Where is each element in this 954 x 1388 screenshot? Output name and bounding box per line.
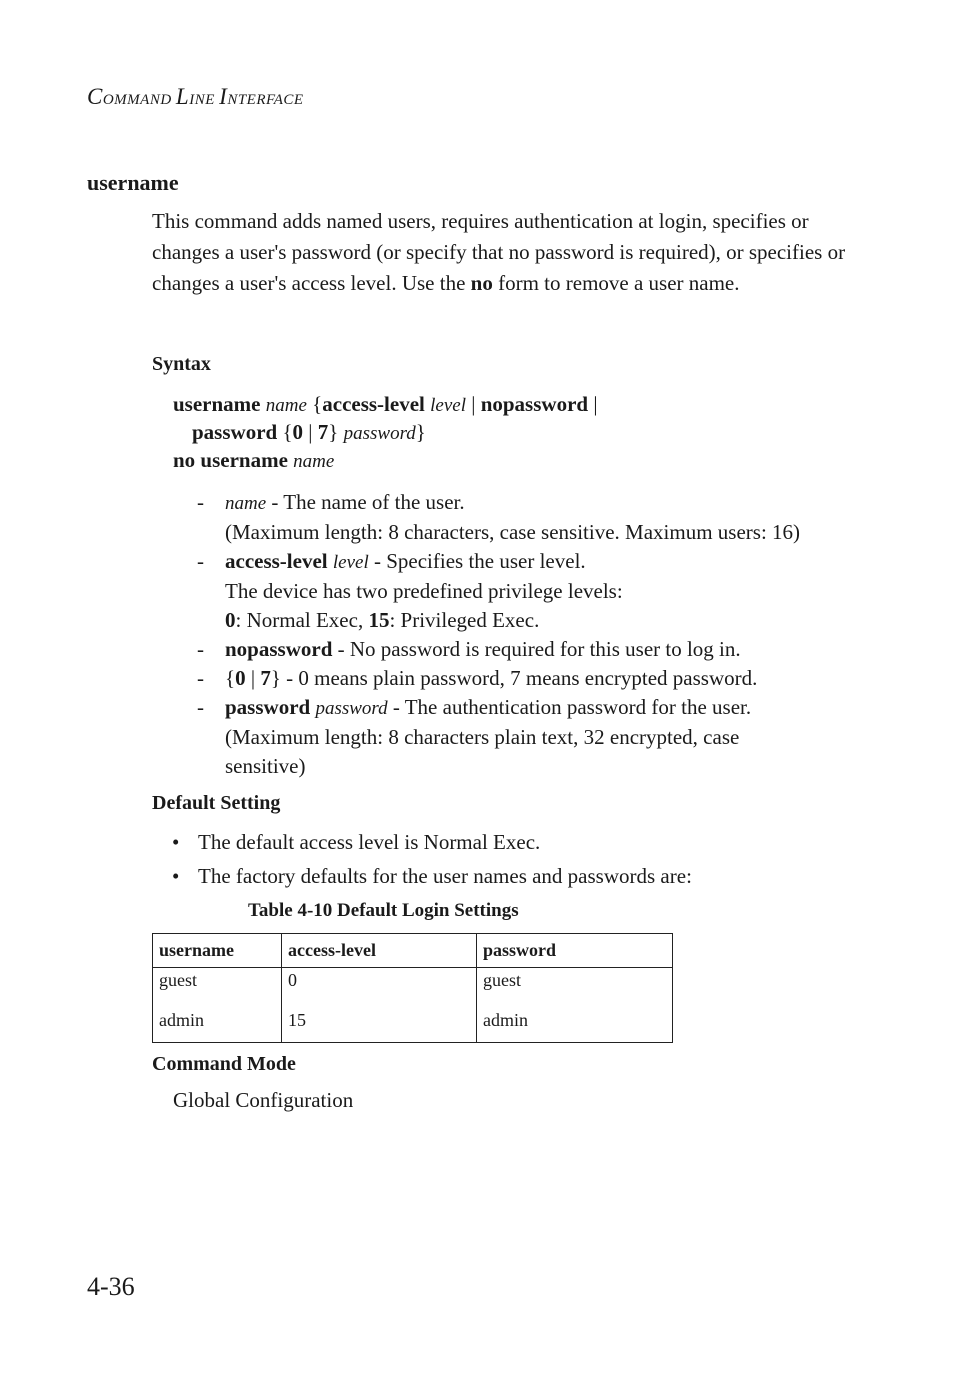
list-item: • The factory defaults for the user names and passwords are: (172, 864, 692, 888)
page-number: 4-36 (87, 1272, 135, 1301)
command-mode-heading: Command Mode (152, 1053, 296, 1075)
param-nopassword: - nopassword - No password is required for this user to log in. (197, 637, 741, 661)
list-item: • The default access level is Normal Exec. (172, 830, 541, 854)
table-row (153, 1008, 673, 1043)
syntax-heading: Syntax (152, 353, 211, 375)
syntax-line-1: username name {access-level level | nopassword | (173, 392, 598, 416)
table-cell: guest (153, 968, 282, 1009)
table-row (153, 968, 673, 1009)
command-title: username (87, 170, 179, 195)
param-zero-seven: - {0 | 7} - 0 means plain password, 7 means encrypted password. (197, 666, 758, 690)
table-cell: admin (153, 1008, 282, 1043)
column-header: username (153, 934, 282, 968)
command-description: This command adds named users, requires authentication at login, specifies or changes a user's password (or specify that no password is required), or specifies or changes a user's access level. Use the no form to remove a user name. (152, 209, 846, 295)
column-header: password (477, 934, 673, 968)
parameter-list (197, 488, 857, 781)
command-mode-value: Global Configuration (173, 1088, 354, 1112)
param-password: - password password - The authentication password for the user. (Maximum length: 8 characters plain text, 32 encrypted, case sensitive) (197, 695, 752, 778)
default-login-table (152, 933, 673, 1043)
table-header-row (153, 934, 673, 968)
table-cell: 0 (282, 968, 477, 1009)
default-setting-heading: Default Setting (152, 792, 281, 814)
table-cell: guest (477, 968, 673, 1009)
default-setting-list (172, 826, 692, 894)
table-caption: Table 4-10 Default Login Settings (248, 900, 519, 921)
param-name: - name - The name of the user. (Maximum length: 8 characters, case sensitive. Maximum users: 16) (197, 490, 801, 544)
table-cell: 15 (282, 1008, 477, 1043)
column-header: access-level (282, 934, 477, 968)
syntax-line-2: password {0 | 7} password} (192, 420, 426, 444)
table-cell: admin (477, 1008, 673, 1043)
syntax-line-3: no username name (173, 448, 335, 472)
running-header: COMMAND LINE INTERFACE (87, 84, 304, 109)
param-access-level: - access-level level - Specifies the user level. The device has two predefined privilege levels: 0: Normal Exec, 15: Privileged Exec. (197, 549, 623, 632)
